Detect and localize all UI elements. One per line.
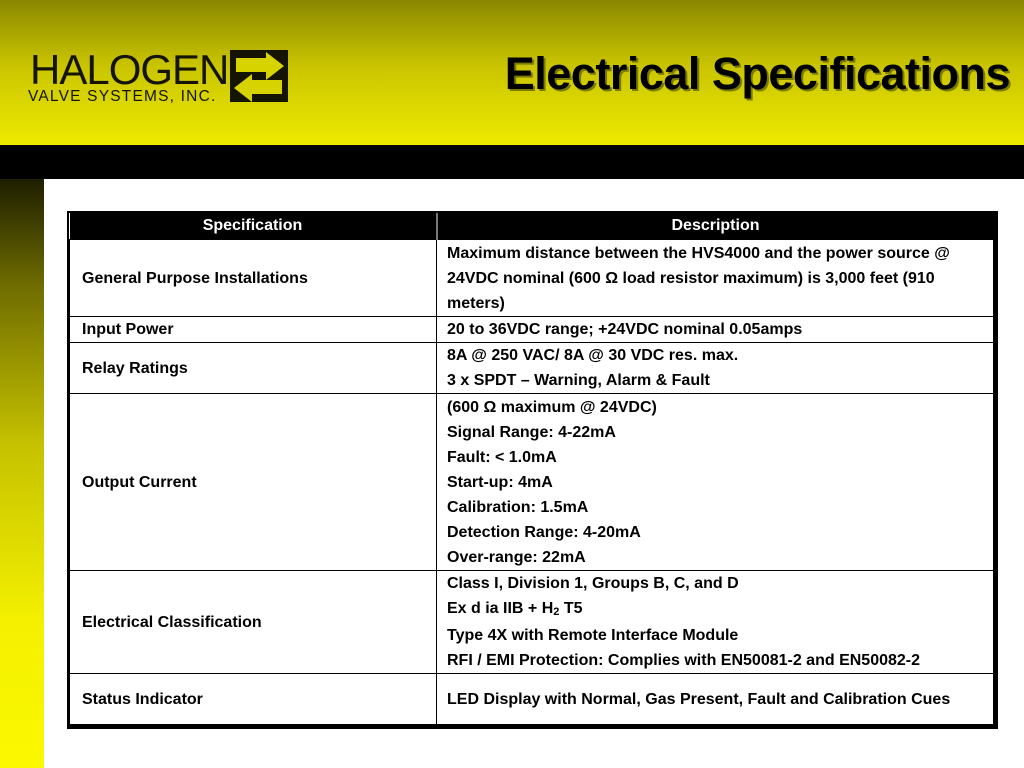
table-row <box>70 317 994 343</box>
description-line: Class I, Division 1, Groups B, C, and D <box>447 575 739 592</box>
logo-name: HALOGEN <box>30 46 229 93</box>
spec-cell: Status Indicator <box>70 674 437 725</box>
logo-subtitle: VALVE SYSTEMS, INC. <box>28 88 217 105</box>
description-line: LED Display with Normal, Gas Present, Fault and Calibration Cues <box>447 690 951 708</box>
description-line: Over-range: 22mA <box>447 548 586 566</box>
ex-rating-subscript: 2 <box>553 606 560 618</box>
description-cell <box>437 343 994 394</box>
table-row <box>70 343 994 394</box>
description-line: Type 4X with Remote Interface Module <box>447 627 739 644</box>
description-line: Detection Range: 4-20mA <box>447 523 641 541</box>
description-line: Signal Range: 4-22mA <box>447 423 616 441</box>
description-cell <box>437 240 994 317</box>
table-header-row <box>70 213 994 240</box>
header-band <box>0 0 1024 145</box>
spec-cell: Relay Ratings <box>70 343 437 394</box>
description-line: 3 x SPDT – Warning, Alarm & Fault <box>447 372 710 389</box>
description-line: Fault: < 1.0mA <box>447 448 557 466</box>
column-header-description: Description <box>437 213 994 240</box>
description-line: 8A @ 250 VAC/ 8A @ 30 VDC res. max. <box>447 347 739 364</box>
table-row <box>70 240 994 317</box>
spec-cell: Electrical Classification <box>70 571 437 674</box>
halogen-arrows-logo-icon <box>230 50 288 102</box>
column-header-specification: Specification <box>70 213 437 240</box>
description-line-ex-rating <box>447 596 983 623</box>
description-cell <box>437 317 994 343</box>
description-cell <box>437 571 994 674</box>
table-row <box>70 394 994 571</box>
description-line: Maximum distance between the HVS4000 and the power source @ 24VDC nominal (600 Ω load resistor maximum) is 3,000 feet (910 meters) <box>447 244 950 312</box>
ex-rating-suffix: T5 <box>559 600 583 617</box>
ex-rating-text: Ex d ia IIB + H <box>447 600 554 617</box>
sidebar-accent <box>0 179 44 768</box>
description-line: Start-up: 4mA <box>447 473 553 491</box>
description-line: 20 to 36VDC range; +24VDC nominal 0.05amps <box>447 321 803 338</box>
company-logo <box>26 48 288 108</box>
description-cell <box>437 674 994 725</box>
spec-cell: Input Power <box>70 317 437 343</box>
table-row <box>70 674 994 725</box>
spec-table <box>67 211 998 729</box>
description-line: (600 Ω maximum @ 24VDC) <box>447 398 657 416</box>
description-line: Calibration: 1.5mA <box>447 498 589 516</box>
page-title: Electrical Specifications <box>504 48 1010 99</box>
spec-cell: General Purpose Installations <box>70 240 437 317</box>
description-cell <box>437 394 994 571</box>
description-line: RFI / EMI Protection: Complies with EN50081-2 and EN50082-2 <box>447 652 921 669</box>
table-row <box>70 571 994 674</box>
header-divider-bar <box>0 145 1024 179</box>
spec-cell: Output Current <box>70 394 437 571</box>
